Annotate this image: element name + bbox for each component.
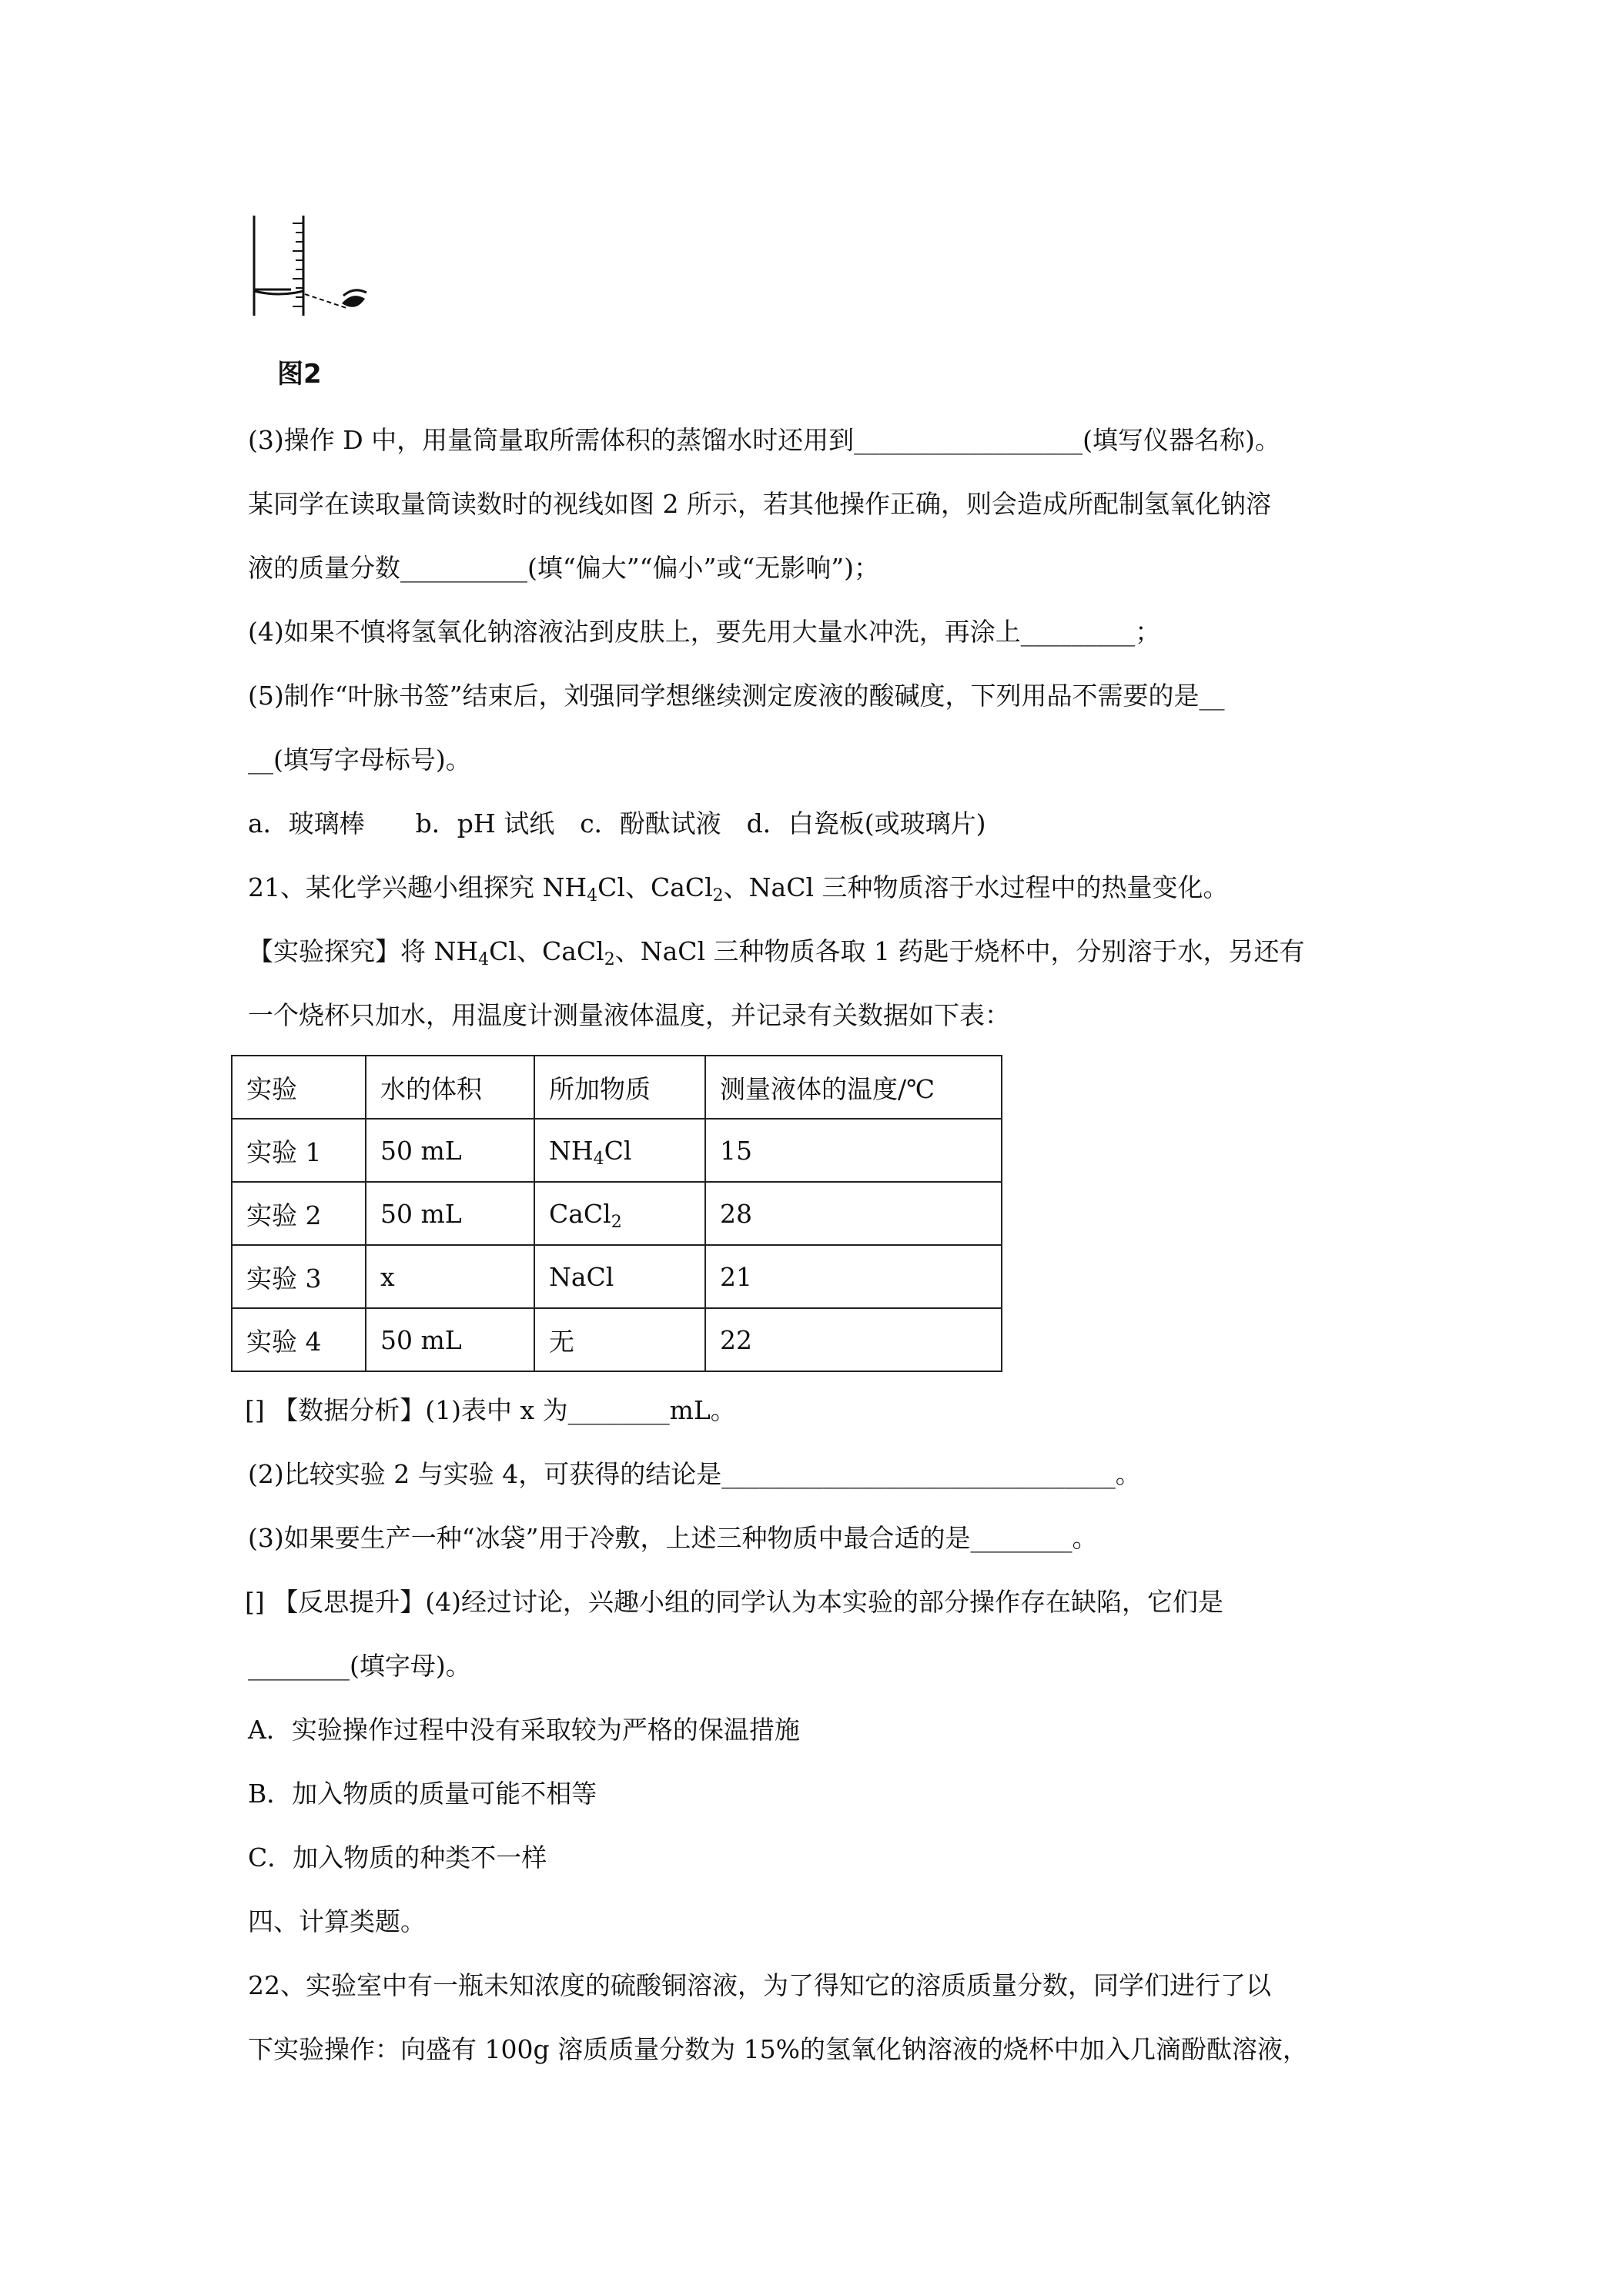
q20-options: a．玻璃棒 b．pH 试纸 c．酚酞试液 d．白瓷板(或玻璃片)	[248, 808, 986, 838]
table-header-cell: 所加物质	[534, 1056, 705, 1119]
table-header-row	[232, 1056, 1002, 1119]
table-cell-experiment: 实验 4	[232, 1308, 366, 1371]
q21-title: 21、某化学兴趣小组探究 $NH_4Cl$、CaCl$_2$、NaCl 三种物质溶于水过程中的热量变化。	[248, 872, 1229, 905]
q21-analysis1: [] 【数据分析】(1)表中 x 为________mL。	[245, 1395, 736, 1425]
q21-option-c: C．加入物质的种类不一样	[248, 1842, 547, 1873]
table-cell-experiment: 实验 1	[232, 1119, 366, 1182]
table-cell-experiment: 实验 2	[232, 1182, 366, 1245]
table-cell-substance: $NH_4Cl$	[534, 1119, 705, 1182]
table-cell-temperature: 22	[705, 1308, 1002, 1371]
table-cell-volume: 50 mL	[366, 1182, 534, 1245]
q21-analysis2: (2)比较实验 2 与实验 4，可获得的结论是_______________________________。	[248, 1459, 1141, 1489]
graduated-cylinder-figure	[248, 214, 371, 322]
q21-option-a: A．实验操作过程中没有采取较为严格的保温措施	[248, 1715, 800, 1745]
liquid-meniscus	[254, 291, 303, 294]
table-header-cell: 实验	[232, 1056, 366, 1119]
q21-explore-line2: 一个烧杯只加水，用温度计测量液体温度，并记录有关数据如下表：	[248, 1000, 1010, 1030]
q21-reflect-line2: ________(填字母)。	[248, 1651, 471, 1681]
q20-part3-line1: (3)操作 D 中，用量筒量取所需体积的蒸馏水时还用到__________________(填写仪器名称)。	[248, 425, 1280, 455]
q21-reflect-line1: [] 【反思提升】(4)经过讨论，兴趣小组的同学认为本实验的部分操作存在缺陷，它们是	[245, 1587, 1223, 1617]
table-cell-volume: 50 mL	[366, 1119, 534, 1182]
eye-icon	[342, 290, 366, 307]
table-cell-experiment: 实验 3	[232, 1245, 366, 1308]
experiment-table	[231, 1055, 1002, 1372]
table-header-cell: 水的体积	[366, 1056, 534, 1119]
q21-option-b: B．加入物质的质量可能不相等	[248, 1779, 597, 1809]
table-cell-temperature: 15	[705, 1119, 1002, 1182]
table-cell-volume: 50 mL	[366, 1308, 534, 1371]
q20-part5-line1: (5)制作“叶脉书签”结束后，刘强同学想继续测定废液的酸碱度，下列用品不需要的是__	[248, 681, 1225, 711]
table-row	[232, 1308, 1002, 1371]
q20-part4: (4)如果不慎将氢氧化钠溶液沾到皮肤上，要先用大量水冲洗，再涂上_________；	[248, 617, 1161, 647]
sight-line	[305, 294, 346, 308]
table-cell-substance: CaCl$_2$	[534, 1182, 705, 1245]
q22-line1: 22、实验室中有一瓶未知浓度的硫酸铜溶液，为了得知它的溶质质量分数，同学们进行了以	[248, 1970, 1271, 2000]
q20-part5-line2: __(填写字母标号)。	[248, 745, 471, 775]
table-row	[232, 1245, 1002, 1308]
table-cell-substance: NaCl	[534, 1245, 705, 1308]
section-heading: 四、计算类题。	[248, 1906, 426, 1936]
q20-part3-line2: 某同学在读取量筒读数时的视线如图 2 所示，若其他操作正确，则会造成所配制氢氧化钠溶	[248, 489, 1271, 519]
table-cell-temperature: 28	[705, 1182, 1002, 1245]
table-row	[232, 1182, 1002, 1245]
q21-analysis3: (3)如果要生产一种“冰袋”用于冷敷，上述三种物质中最合适的是________。	[248, 1523, 1098, 1553]
q20-part3-line3: 液的质量分数__________(填“偏大”“偏小”或“无影响”)；	[248, 553, 879, 583]
q21-explore-line1: 【实验探究】将 $NH_4Cl$、CaCl$_2$、NaCl 三种物质各取 1 药匙于烧杯中，分别溶于水，另还有	[248, 936, 1305, 969]
table-row	[232, 1119, 1002, 1182]
figure-caption: 图2	[277, 359, 322, 390]
q22-line2: 下实验操作：向盛有 100g 溶质质量分数为 15%的氢氧化钠溶液的烧杯中加入几滴酚酞溶液，	[248, 2034, 1308, 2064]
table-header-cell: 测量液体的温度/℃	[705, 1056, 1002, 1119]
table-cell-substance: 无	[534, 1308, 705, 1371]
table-cell-volume: x	[366, 1245, 534, 1308]
table-cell-temperature: 21	[705, 1245, 1002, 1308]
